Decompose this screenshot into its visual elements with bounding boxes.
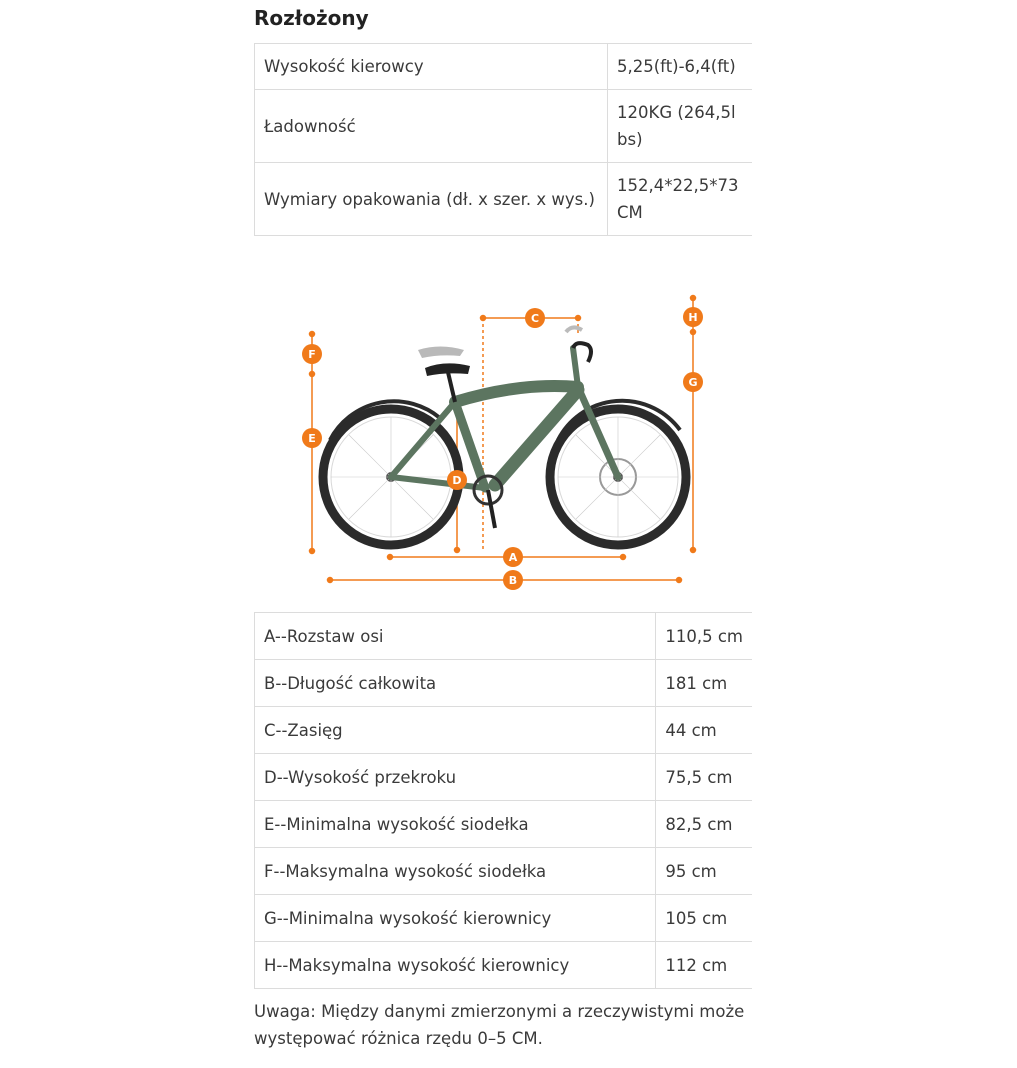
dimension-label: D--Wysokość przekroku [255,754,656,801]
bike-geometry-diagram [290,290,720,600]
dimension-label: C--Zasięg [255,707,656,754]
dimension-label: E--Minimalna wysokość siodełka [255,801,656,848]
marker-h [683,307,703,327]
svg-text:C: C [530,312,540,325]
marker-b [503,570,523,590]
dimension-value: 44 cm [656,707,752,754]
spec-label: Ładowność [255,90,608,163]
marker-d [447,470,467,490]
marker-g [683,372,703,392]
dimension-value: 82,5 cm [656,801,752,848]
svg-text:F: F [308,348,316,361]
dimension-value: 110,5 cm [656,613,752,660]
dimensions-table [254,612,752,989]
svg-text:E: E [308,432,316,445]
marker-a [503,547,523,567]
dimension-label: H--Maksymalna wysokość kierownicy [255,942,656,989]
svg-text:A: A [508,551,518,564]
saddle-max [418,347,464,359]
dimension-label: F--Maksymalna wysokość siodełka [255,848,656,895]
measurement-note: Uwaga: Między danymi zmierzonymi a rzeczywistymi może występować różnica rzędu 0–5 CM. [254,1002,745,1048]
spec-label: Wymiary opakowania (dł. x szer. x wys.) [255,163,608,236]
section-title: Rozłożony [254,6,369,30]
dimension-value: 112 cm [656,942,752,989]
marker-c [525,308,545,328]
table-row [255,660,753,707]
svg-text:B: B [508,574,518,587]
marker-e [302,428,322,448]
table-row [255,848,753,895]
table-row [255,163,753,236]
spec-label: Wysokość kierowcy [255,44,608,90]
svg-text:G: G [688,376,698,389]
table-row [255,44,753,90]
svg-text:H: H [688,311,698,324]
svg-text:D: D [452,474,462,487]
dimension-value: 105 cm [656,895,752,942]
table-row [255,707,753,754]
table-row [255,942,753,989]
dimension-label: G--Minimalna wysokość kierownicy [255,895,656,942]
bike-illustration [290,290,720,600]
spec-value: 152,4*22,5*73CM [608,163,753,236]
marker-f [302,344,322,364]
table-row [255,895,753,942]
dimension-label: A--Rozstaw osi [255,613,656,660]
table-row [255,613,753,660]
spec-value: 120KG (264,5lbs) [608,90,753,163]
dimension-value: 75,5 cm [656,754,752,801]
dimension-label: B--Długość całkowita [255,660,656,707]
dimension-value: 95 cm [656,848,752,895]
table-row [255,801,753,848]
dimension-value: 181 cm [656,660,752,707]
spec-value: 5,25(ft)-6,4(ft) [608,44,753,90]
table-row [255,754,753,801]
spec-table [254,43,752,236]
table-row [255,90,753,163]
